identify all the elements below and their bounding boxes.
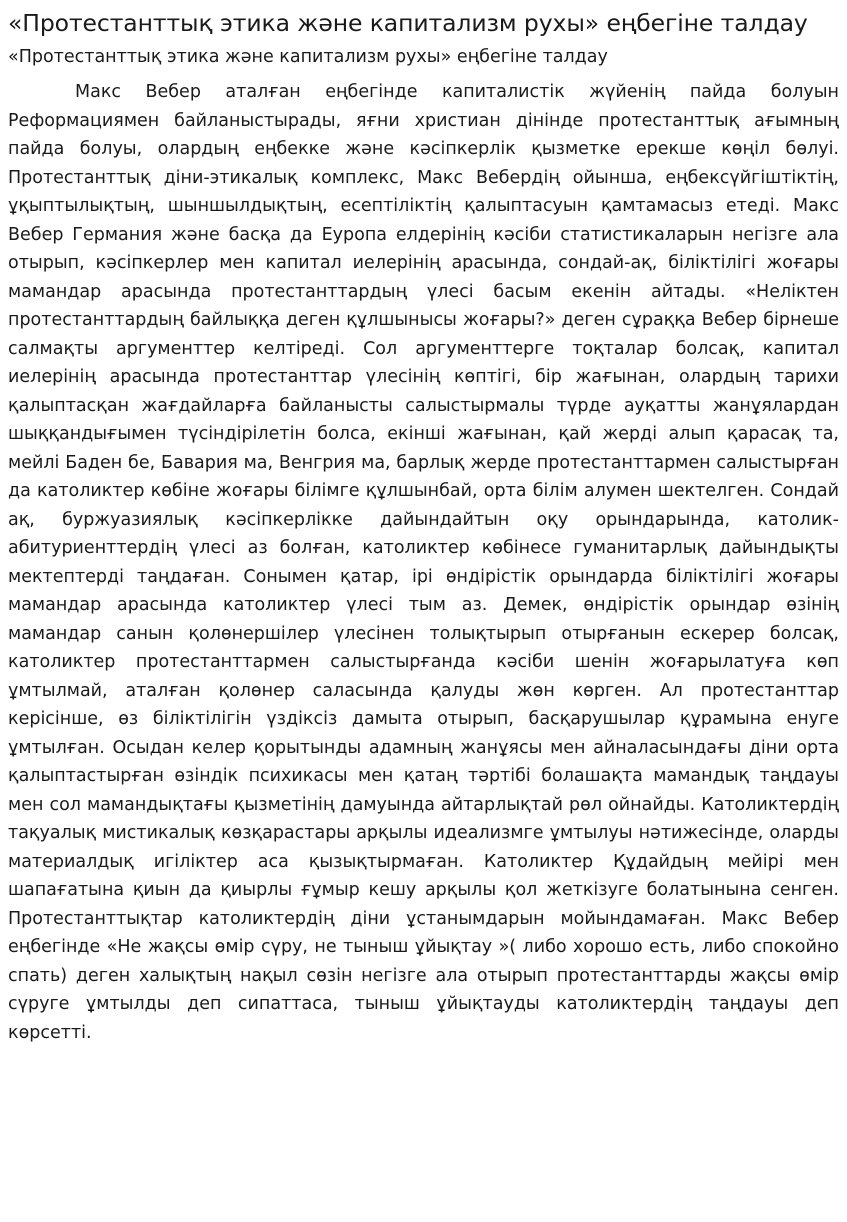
document-title: «Протестанттық этика және капитализм рухы» еңбегіне талдау [8, 9, 808, 37]
body-paragraph: Макс Вебер аталған еңбегінде капиталистік жүйенің пайда болуын Реформациямен байланыстырады, яғни христиан дінінде протестанттық ағымның пайда болуы, олардың еңбекке және кәсіпкерлік қызметке ерекше көңіл бөлуі. Протестанттық діни-этикалық комплекс, Макс Вебердің ойынша, еңбексүйгіштіктің, ұқыптылықтың, шыншылдықтың, есептіліктің қалыптасуын қамтамасыз етеді. Макс Вебер Германия және басқа да Еуропа елдерінің кәсіби статистикаларын негізге ала отырып, кәсіпкерлер мен капитал иелерінің арасында, сондай-ақ, біліктілігі жоғары мамандар арасында протестанттардың үлесі басым екенін айтады. «Неліктен протестанттардың байлыққа деген құлшынысы жоғары?» деген сұраққа Вебер бірнеше салмақты аргументтер келтіреді. Сол аргументтерге тоқталар болсақ, капитал иелерінің арасында протестанттар үлесінің көптігі, бір жағынан, олардың тарихи қалыптасқан жағдайларға байланысты салыстырмалы түрде ауқатты жанұялардан шыққандығымен түсіндірілетін болса, екінші жағынан, қай жерді алып қарасақ та, мейлі Баден бе, Бавария ма, Венгрия ма, барлық жерде протестанттармен салыстырған да католиктер көбіне жоғары білімге құлшынбай, орта білім алумен шектелген. Сондай ақ, буржуазиялық кәсіпкерлікке дайындайтын оқу орындарында, католик-абитуриенттердің үлесі аз болған, католиктер көбінесе гуманитарлық дайындықты мектептерді таңдаған. Сонымен қатар, ірі өндірістік орындарда біліктілігі жоғары мамандар арасында католиктер үлесі тым аз. Демек, өндірістік орындар өзінің мамандар санын қолөнершілер үлесінен толықтырып отырғанын ескерер болсақ, католиктер протестанттармен салыстырғанда кәсіби шенін жоғарылатуға көп ұмтылмай, аталған қолөнер саласында қалуды жөн көрген. Ал протестанттар керісінше, өз біліктілігін үздіксіз дамыта отырып, басқарушылар құрамына енуге ұмтылған. Осыдан келер қорытынды адамның жанұясы мен айналасындағы діни орта қалыптастырған өзіндік психикасы мен қатаң тәртібі болашақта мамандық таңдауы мен сол мамандықтағы қызметінің дамуында айтарлықтай рөл ойнайды. Католиктердің тақуалық мистикалық көзқарастары арқылы идеализмге ұмтылуы нәтижесінде, оларды материалдық игіліктер аса қызықтырмаған. Католиктер Құдайдың мейірі мен шапағатына қиын да қиырлы ғұмыр кешу арқылы қол жеткізуге болатынына сенген. Протестанттықтар католиктердің діни ұстанымдарын мойындамаған. Макс Вебер еңбегінде «Не жақсы өмір сүру, не тыныш ұйықтау »( либо хорошо есть, либо спокойно спать) деген халықтың нақыл сөзін негізге ала отырып протестанттарды жақсы өмір сүруге ұмтылды деп сипаттаса, тыныш ұйықтауды католиктердің таңдауы деп көрсетті. [8, 82, 839, 1043]
document-subtitle: «Протестанттық этика және капитализм рухы» еңбегіне талдау [8, 47, 608, 67]
